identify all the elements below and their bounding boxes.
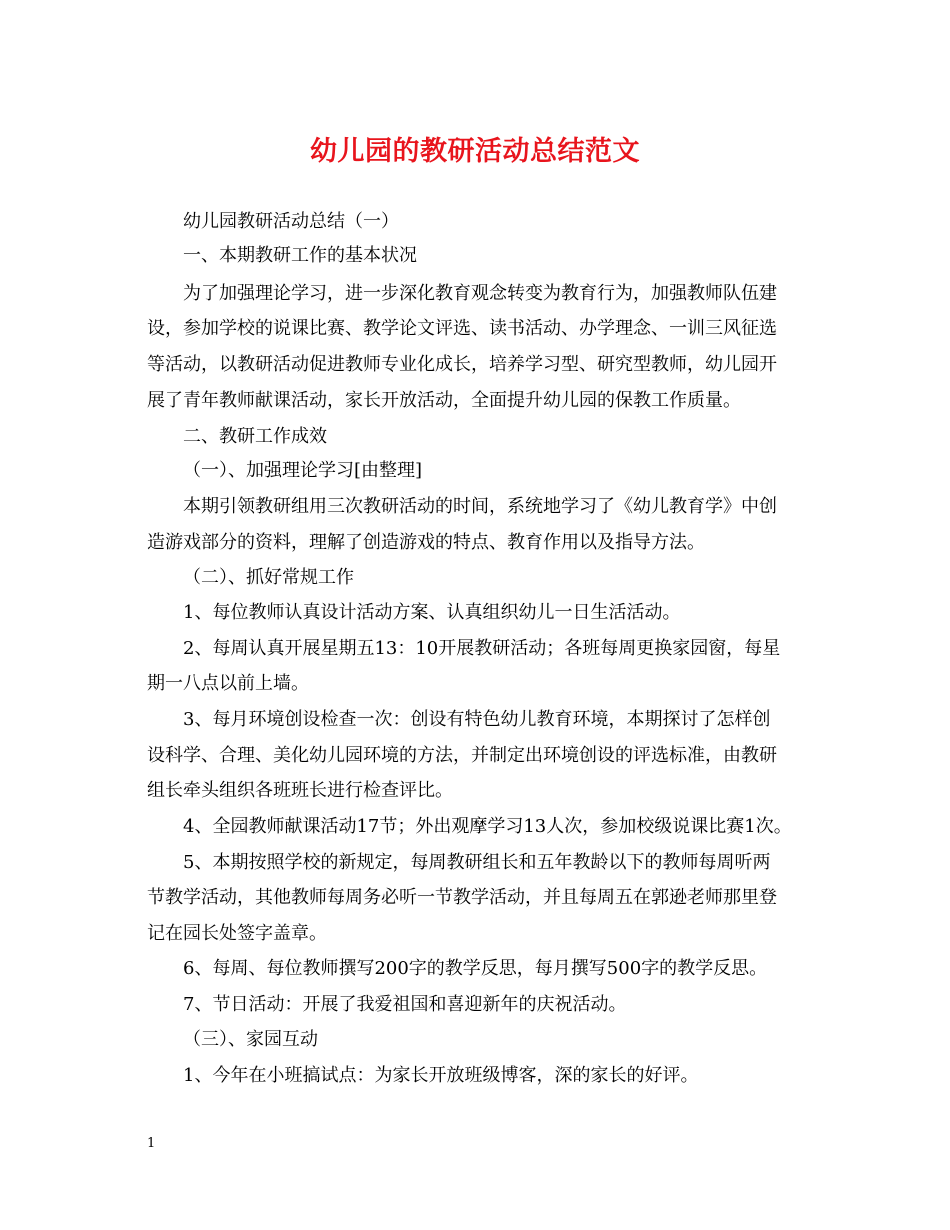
list-item-continuation: 设科学、合理、美化幼儿园环境的方法，并制定出环境创设的评选标准，由教研 [147, 745, 777, 766]
list-item-continuation: 记在园长处签字盖章。 [147, 923, 327, 944]
document-title: 幼儿园的教研活动总结范文 [310, 136, 640, 167]
list-item: 6、每周、每位教师撰写200字的教学反思，每月撰写500字的教学反思。 [183, 958, 768, 979]
paragraph-line: 为了加强理论学习，进一步深化教育观念转变为教育行为，加强教师队伍建 [183, 283, 777, 304]
subheading-basic-status: 一、本期教研工作的基本状况 [183, 245, 417, 266]
paragraph-line: 展了青年教师献课活动，家长开放活动，全面提升幼儿园的保教工作质量。 [147, 390, 741, 411]
list-item: 1、每位教师认真设计活动方案、认真组织幼儿一日生活活动。 [183, 602, 681, 623]
page-number: 1 [147, 1136, 156, 1151]
paragraph-line: 等活动，以教研活动促进教师专业化成长，培养学习型、研究型教师，幼儿园开 [147, 354, 777, 375]
list-item: 3、每月环境创设检查一次：创设有特色幼儿教育环境，本期探讨了怎样创 [183, 709, 771, 730]
list-item: 4、全园教师献课活动17节；外出观摩学习13人次，参加校级说课比赛1次。 [183, 816, 792, 837]
subheading-routine-work: （二）、抓好常规工作 [183, 567, 354, 588]
list-item-continuation: 组长牵头组织各班班长进行检查评比。 [147, 780, 453, 801]
paragraph-line: 本期引领教研组用三次教研活动的时间，系统地学习了《幼儿教育学》中创 [183, 496, 777, 517]
list-item-continuation: 期一八点以前上墙。 [147, 673, 309, 694]
list-item-continuation: 节教学活动，其他教师每周务必听一节教学活动，并且每周五在郭逊老师那里登 [147, 887, 777, 908]
list-item: 1、今年在小班搞试点：为家长开放班级博客，深的家长的好评。 [183, 1065, 699, 1086]
list-item: 7、节日活动：开展了我爱祖国和喜迎新年的庆祝活动。 [183, 994, 627, 1015]
paragraph-line: 设，参加学校的说课比赛、教学论文评选、读书活动、办学理念、一训三风征选 [147, 318, 777, 339]
list-item: 2、每周认真开展星期五13：10开展教研活动；各班每周更换家园窗，每星 [183, 638, 781, 659]
subheading-theory-study: （一）、加强理论学习[由整理] [183, 460, 423, 481]
list-item: 5、本期按照学校的新规定，每周教研组长和五年教龄以下的教师每周听两 [183, 852, 771, 873]
subheading-results: 二、教研工作成效 [183, 426, 327, 447]
paragraph-line: 造游戏部分的资料，理解了创造游戏的特点、教育作用以及指导方法。 [147, 532, 705, 553]
subheading-home-school: （三）、家园互动 [183, 1029, 318, 1050]
section-heading-1: 幼儿园教研活动总结（一） [183, 211, 399, 232]
